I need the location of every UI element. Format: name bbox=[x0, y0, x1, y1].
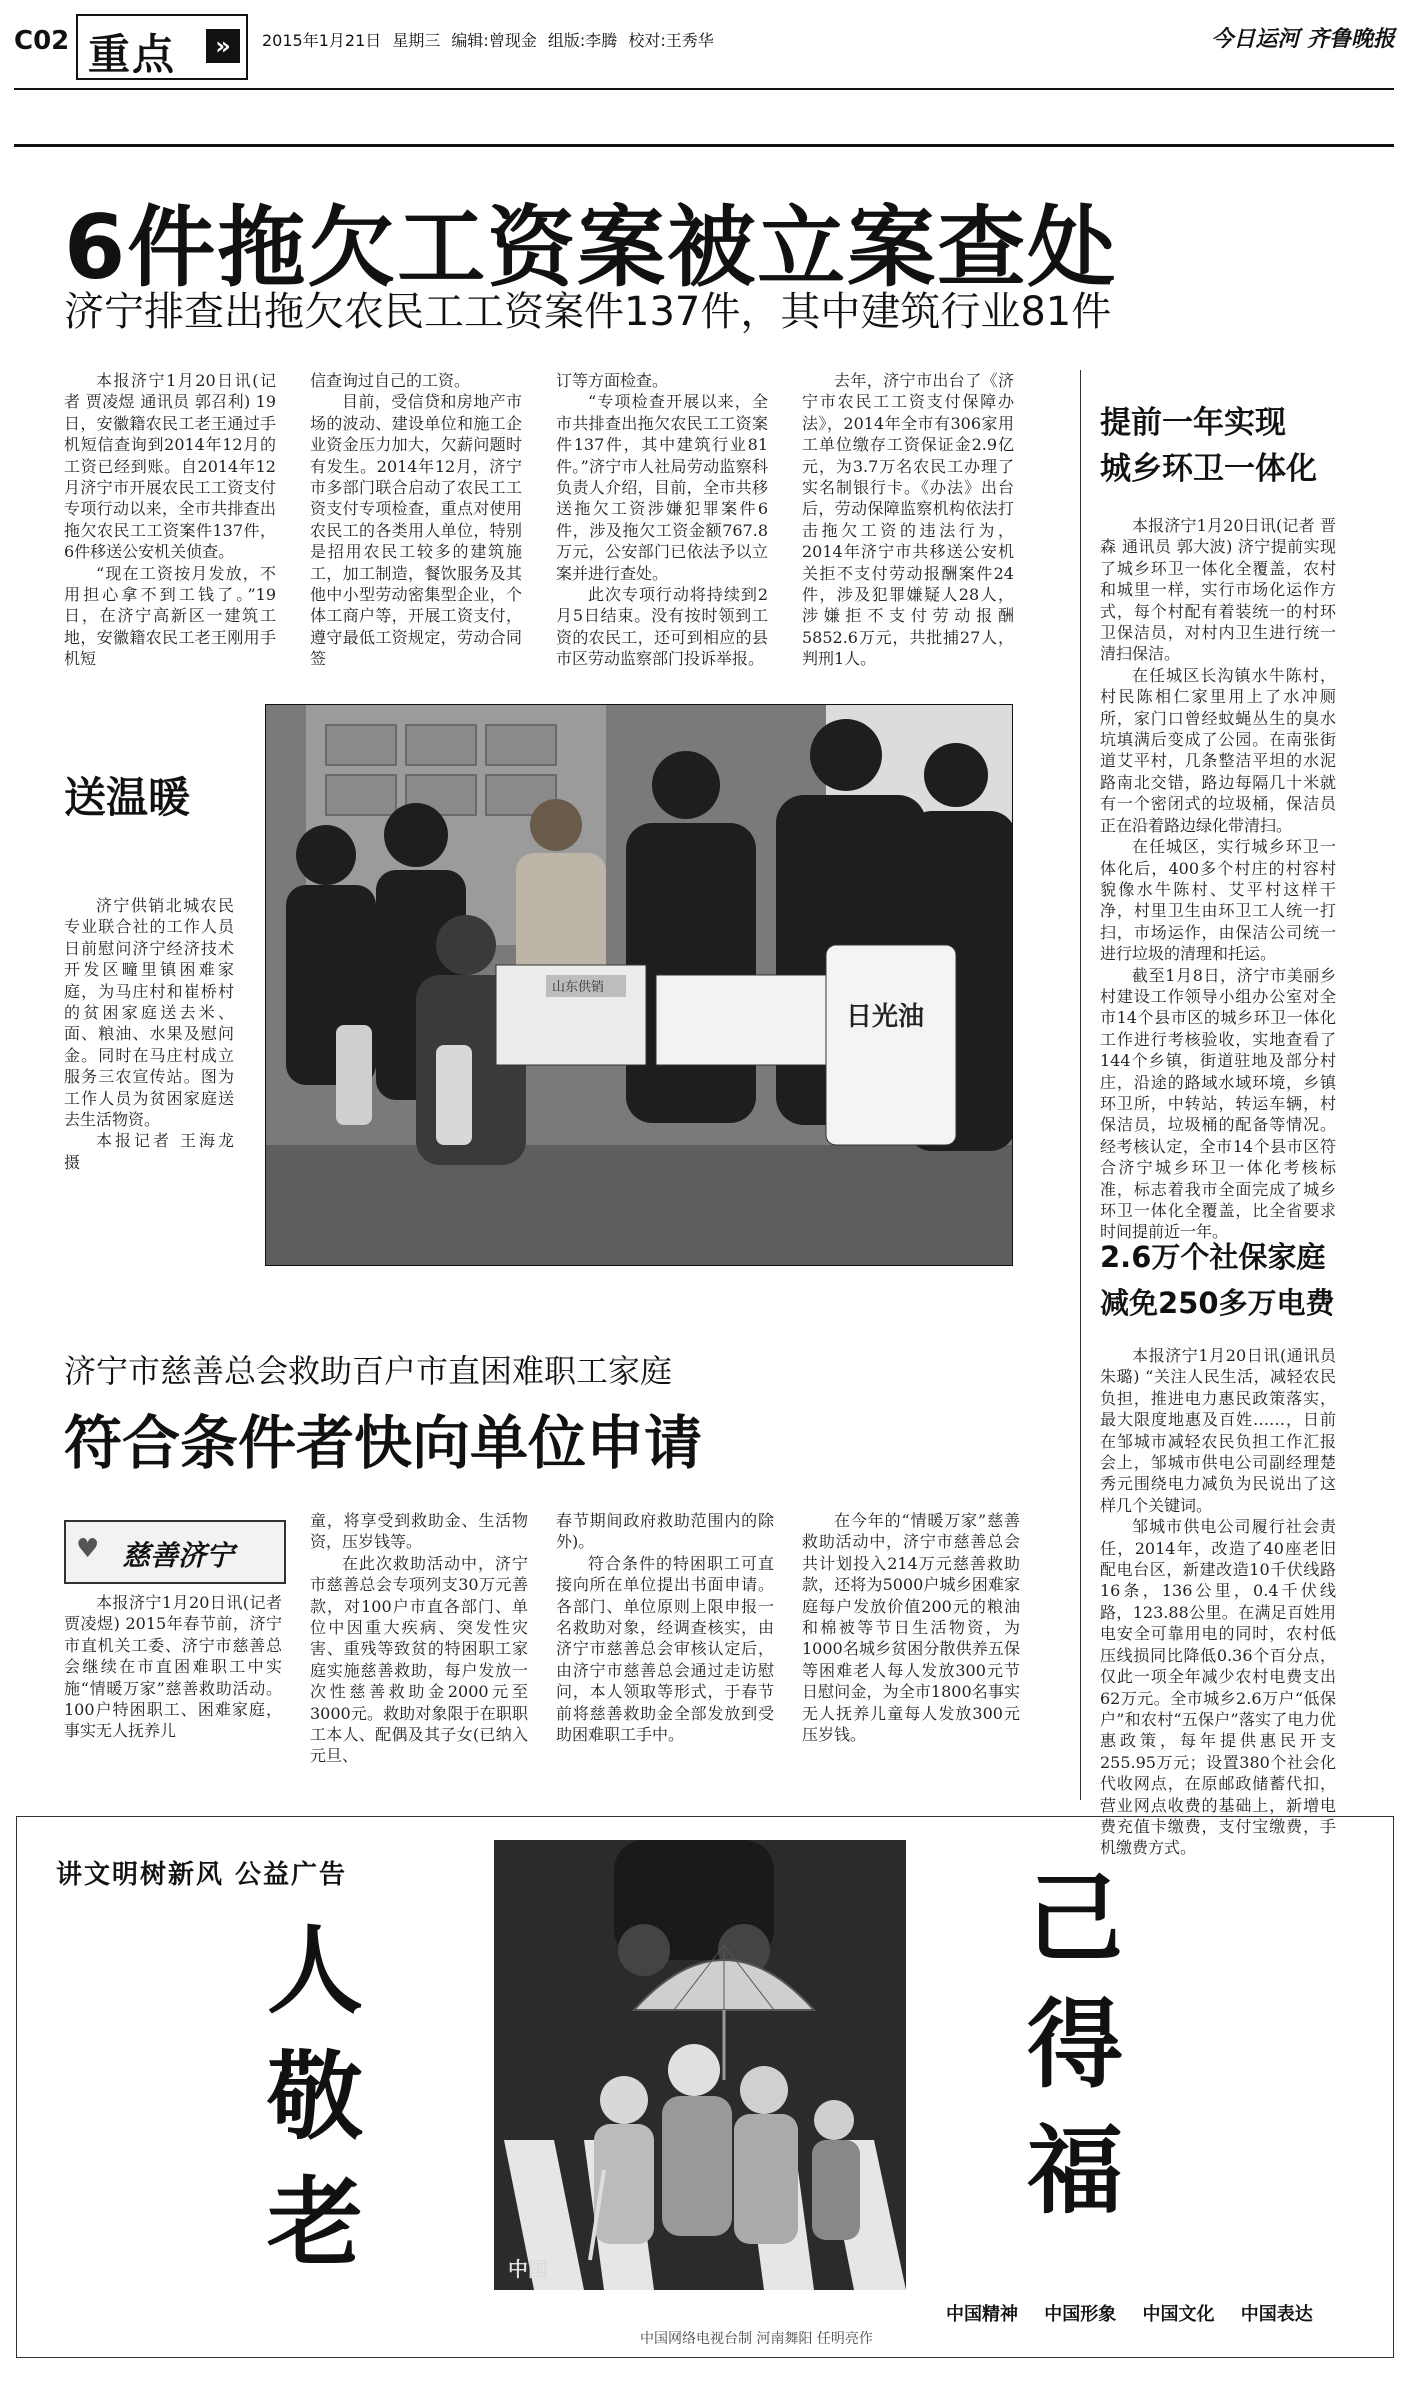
paragraph: 去年，济宁市出台了《济宁市农民工工资支付保障办法》，2014年全市有306家用工单位缴存工资保证金2.9亿元，为3.7万名农民工办理了实名制银行卡。《办法》出台后，劳动保障监察机构依法打击拖欠工资的违法行为，2014年济宁市共移送公安机关拒不支付劳动报酬案件24件，涉及犯罪嫌疑人28人，涉嫌拒不支付劳动报酬5852.6万元，共批捕27人，判刑1人。 bbox=[802, 371, 1014, 669]
paragraph: 此次专项行动将持续到2月5日结束。没有按时领到工资的农民工，还可到相应的县市区劳动监察部门投诉举报。 bbox=[556, 585, 768, 669]
charity-column-3 bbox=[556, 1510, 774, 1745]
sidebar1-title bbox=[1100, 400, 1317, 492]
ad-illustration bbox=[494, 1840, 906, 2290]
news-photo bbox=[265, 704, 1013, 1266]
photo-illustration bbox=[266, 705, 1012, 1265]
sidebar1-body bbox=[1100, 515, 1336, 1243]
ad-footer: 中国精神 中国形象 中国文化 中国表达 bbox=[946, 2304, 1313, 2325]
photo-credit: 本报记者 王海龙 摄 bbox=[64, 1131, 234, 1172]
title-line: 2.6万个社保家庭 bbox=[1100, 1240, 1326, 1274]
charity-logo bbox=[64, 1520, 286, 1584]
ad-artwork bbox=[494, 1840, 906, 2290]
double-chevron-icon: » bbox=[206, 29, 240, 63]
lead-column-4 bbox=[802, 370, 1014, 670]
paragraph: 在此次救助活动中，济宁市慈善总会专项列支30万元善款，对100户市直各部门、单位中因重大疾病、突发性灾害、重残等致贫的特困职工家庭实施慈善救助，每户发放一次性慈善救助金2000元至3000元。救助对象限于在职职工本人、配偶及其子女(已纳入元旦、 bbox=[310, 1553, 528, 1766]
ad-label: 讲文明树新风 公益广告 bbox=[56, 1860, 348, 1890]
charity-column-2 bbox=[310, 1510, 528, 1767]
logo-text: 慈善济宁 bbox=[122, 1539, 235, 1572]
slogan-char: 敬 bbox=[267, 2041, 363, 2153]
box-label: 山东供销 bbox=[552, 980, 605, 995]
lead-subhead: 济宁排查出拖欠农民工工资案件137件，其中建筑行业81件 bbox=[64, 289, 1112, 335]
slogan-char: 己 bbox=[1027, 1863, 1123, 1975]
ad-credit: 中国网络电视台制 河南舞阳 任明亮作 bbox=[640, 2331, 873, 2347]
paragraph: 截至1月8日，济宁市美丽乡村建设工作领导小组办公室对全市14个县市区的城乡环卫一体化工作进行考核验收，实地查看了144个乡镇，街道驻地及部分村庄，沿途的路域水域环境，乡镇环卫所，中转站，转运车辆，村保洁员，垃圾桶的配备等情况。经考核认定，全市14个县市区符合济宁城乡环卫一体化考核标准，标志着我市全面完成了城乡环卫一体化全覆盖，比全省要求时间提前近一年。 bbox=[1100, 965, 1336, 1242]
slogan-char: 老 bbox=[267, 2167, 363, 2279]
bag-label: 日光油 bbox=[846, 1002, 925, 1032]
title-line: 减免250多万电费 bbox=[1100, 1286, 1335, 1320]
paragraph: 本报济宁1月20日讯(记者 贾凌煜) 2015年春节前，济宁市直机关工委、济宁市慈善总会继续在市直困难职工中实施“情暖万家”慈善救助活动。100户特困职工、困难家庭，事实无人抚养儿 bbox=[64, 1593, 282, 1741]
paragraph: 本报济宁1月20日讯(记者 晋森 通讯员 郭大波) 济宁提前实现了城乡环卫一体化全覆盖，农村和城里一样，实行市场化运作方式，每个村配有着装统一的村环卫保洁员，对村内卫生进行统一清扫保洁。 bbox=[1100, 516, 1336, 664]
sidebar2-title bbox=[1100, 1234, 1335, 1326]
charity-kicker: 济宁市慈善总会救助百户市直困难职工家庭 bbox=[64, 1352, 673, 1390]
paragraph: 邹城市供电公司履行社会责任，2014年，改造了40座老旧配电台区，新建改造10千伏线路16条，136公里，0.4千伏线路，123.88公里。在满足百姓用电安全可靠用电的同时，农村低压线损同比降低0.36个百分点，仅此一项全年减少农村电费支出62万元。全市城乡2.6万户“低保户”和农村“五保户”落实了电力优惠政策，每年提供惠民开支255.95万元；设置380个社会化代收网点，在原邮政储蓄代扣，营业网点收费的基础上，新增电费充值卡缴费，支付宝缴费，手机缴费方式。 bbox=[1100, 1517, 1336, 1858]
lead-headline: 6件拖欠工资案被立案查处 bbox=[64, 196, 1118, 299]
slogan-char: 得 bbox=[1027, 1989, 1123, 2101]
paragraph: “专项检查开展以来，全市共排查出拖欠农民工工资案件137件，其中建筑行业81件。”济宁市人社局劳动监察科负责人介绍，目前，全市共移送拖欠工资涉嫌犯罪案件6件，涉及拖欠工资金额767.8万元，公安部门已依法予以立案并进行查处。 bbox=[556, 392, 768, 583]
paragraph: 在任城区长沟镇水牛陈村，村民陈相仁家里用上了水冲厕所，家门口曾经蚊蝇丛生的臭水坑填满后变成了公园。在南张街道艾平村，几条整洁平坦的水泥路南北交错，路边每隔几十米就有一个密闭式的垃圾桶，保洁员正在沿着路边绿化带清扫。 bbox=[1100, 665, 1336, 835]
charity-column-4 bbox=[802, 1510, 1020, 1745]
paragraph: 本报济宁1月20日讯(通讯员 朱璐) “关注人民生活，减轻农民负担，推进电力惠民政策落实，最大限度地惠及百姓……，日前在邹城市减轻农民负担工作汇报会上，邹城市供电公司副经理楚秀元围绕电力减负为民说出了这样几个关键词。 bbox=[1100, 1346, 1336, 1515]
ad-slogan-right bbox=[1020, 1856, 1130, 2234]
paragraph: 目前，受信贷和房地产市场的波动、建设单位和施工企业资金压力加大，欠薪问题时有发生。2014年12月，济宁市多部门联合启动了农民工工资支付专项检查，重点对使用农民工的各类用人单位，特别是招用农民工较多的建筑施工，加工制造，餐饮服务及其他中小型劳动密集型企业，个体工商户等，开展工资支付，遵守最低工资规定，劳动合同签 bbox=[310, 392, 522, 669]
slogan-char: 人 bbox=[267, 1915, 363, 2027]
page-number: C02 bbox=[14, 26, 70, 56]
paragraph: 在任城区，实行城乡环卫一体化后，400多个村庄的村容村貌像水牛陈村、艾平村这样干净，村里卫生由环卫工人统一打扫，市场运作，由保洁公司统一进行垃圾的清理和托运。 bbox=[1100, 837, 1336, 964]
paragraph: 春节期间政府救助范围内的除外)。 bbox=[556, 1511, 774, 1552]
lead-column-1 bbox=[64, 370, 276, 670]
ad-slogan-left bbox=[260, 1908, 370, 2286]
brand: 今日运河 齐鲁晚报 bbox=[1211, 27, 1395, 52]
section-badge bbox=[76, 14, 248, 80]
sidebar-divider bbox=[1080, 370, 1081, 1800]
issue-meta: 2015年1月21日 星期三 编辑:曾现金 组版:李腾 校对:王秀华 bbox=[262, 31, 714, 50]
charity-column-1 bbox=[64, 1592, 282, 1742]
title-line: 提前一年实现 bbox=[1100, 405, 1286, 441]
lead-column-2 bbox=[310, 370, 522, 670]
section-label: 重点 bbox=[88, 30, 177, 79]
heart-icon: ♥ bbox=[76, 1534, 100, 1564]
title-line: 城乡环卫一体化 bbox=[1100, 451, 1317, 487]
header-rule bbox=[14, 88, 1394, 90]
paragraph: “现在工资按月发放，不用担心拿不到工钱了。”19日，在济宁高新区一建筑工地，安徽籍农民工老王刚用手机短 bbox=[64, 563, 276, 669]
paragraph: 童，将享受到救助金、生活物资，压岁钱等。 bbox=[310, 1511, 528, 1552]
paragraph: 济宁供销北城农民专业联合社的工作人员日前慰问济宁经济技术开发区疃里镇困难家庭，为马庄村和崔桥村的贫困家庭送去米、面、粮油、水果及慰问金。同时在马庄村成立服务三农宣传站。图为工作人员为贫困家庭送去生活物资。 bbox=[64, 896, 234, 1130]
lead-rule bbox=[14, 144, 1394, 147]
photo-caption bbox=[64, 895, 234, 1173]
photo-story-title: 送温暖 bbox=[64, 773, 191, 822]
lead-column-3 bbox=[556, 370, 768, 670]
paragraph: 信查询过自己的工资。 bbox=[310, 371, 471, 390]
paragraph: 在今年的“情暖万家”慈善救助活动中，济宁市慈善总会共计划投入214万元慈善救助款，还将为5000户城乡困难家庭每户发放价值200元的粮油和棉被等节日生活物资，为1000名城乡贫困分散供养五保等困难老人每人发放300元节日慰问金，为全市1800名事实无人抚养儿童每人发放300元压岁钱。 bbox=[802, 1511, 1020, 1745]
charity-headline: 符合条件者快向单位申请 bbox=[64, 1409, 703, 1477]
slogan-char: 福 bbox=[1027, 2115, 1123, 2227]
paragraph: 订等方面检查。 bbox=[556, 371, 669, 390]
sidebar2-body bbox=[1100, 1345, 1336, 1859]
paragraph: 符合条件的特困职工可直接向所在单位提出书面申请。各部门、单位原则上限申报一名救助对象，经调查核实，由济宁市慈善总会审核认定后，由济宁市慈善总会通过走访慰问，本人领取等形式，于春节前将慈善救助金全部发放到受助困难职工手中。 bbox=[556, 1553, 774, 1745]
art-stamp: 中国 bbox=[508, 2257, 548, 2281]
paragraph: 本报济宁1月20日讯(记者 贾凌煜 通讯员 郭召利) 19日，安徽籍农民工老王通过手机短信查询到2014年12月的工资已经到账。自2014年12月济宁市开展农民工工资支付专项行动以来，全市共排查出拖欠农民工工资案件137件，6件移送公安机关侦查。 bbox=[64, 371, 276, 562]
